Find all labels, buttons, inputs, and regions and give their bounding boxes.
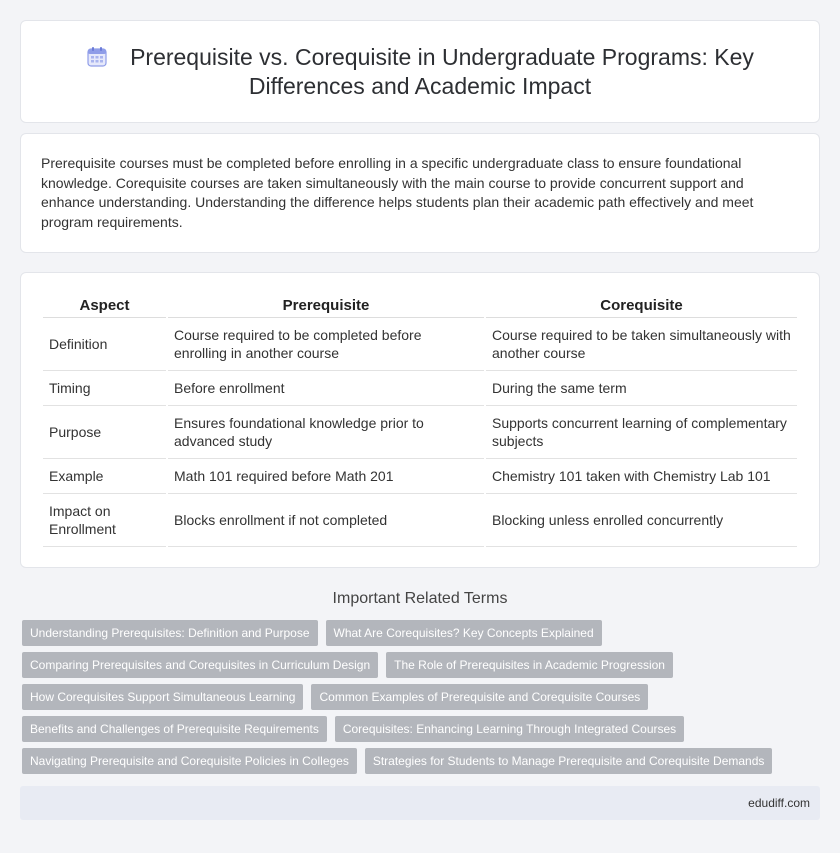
table-cell: Example bbox=[43, 459, 166, 494]
table-cell: Chemistry 101 taken with Chemistry Lab 101 bbox=[486, 459, 797, 494]
header-aspect: Aspect bbox=[43, 291, 166, 318]
table-cell: Blocking unless enrolled concurrently bbox=[486, 494, 797, 547]
page-title bbox=[61, 43, 779, 101]
header-corequisite: Corequisite bbox=[486, 291, 797, 318]
related-term-link[interactable]: How Corequisites Support Simultaneous Learning bbox=[22, 684, 303, 710]
related-terms-section bbox=[0, 590, 840, 774]
table-row bbox=[43, 318, 797, 371]
related-term-link[interactable]: Understanding Prerequisites: Definition and Purpose bbox=[22, 620, 318, 646]
intro-paragraph: Prerequisite courses must be completed before enrolling in a specific undergraduate class to ensure foundational knowledge. Corequisite courses are taken simultaneously with the main course to provide concurrent support and enhance understanding. Understanding the difference helps students plan their academic path effectively and meet program requirements. bbox=[41, 155, 754, 230]
table-row bbox=[43, 406, 797, 459]
table-cell: Before enrollment bbox=[168, 371, 484, 406]
related-term-link[interactable]: Corequisites: Enhancing Learning Through Integrated Courses bbox=[335, 716, 684, 742]
related-term-link[interactable]: Strategies for Students to Manage Prerequisite and Corequisite Demands bbox=[365, 748, 773, 774]
comparison-table-card bbox=[20, 272, 820, 568]
table-row bbox=[43, 459, 797, 494]
table-header-row bbox=[43, 291, 797, 318]
table-cell: Course required to be taken simultaneously with another course bbox=[486, 318, 797, 371]
title-card bbox=[20, 20, 820, 123]
table-cell: Timing bbox=[43, 371, 166, 406]
footer-site-name: edudiff.com bbox=[748, 796, 810, 810]
page-title-text: Prerequisite vs. Corequisite in Undergraduate Programs: Key Differences and Academic Impact bbox=[130, 43, 754, 99]
related-term-link[interactable]: Benefits and Challenges of Prerequisite Requirements bbox=[22, 716, 327, 742]
table-cell: Purpose bbox=[43, 406, 166, 459]
related-term-link[interactable]: Comparing Prerequisites and Corequisites in Curriculum Design bbox=[22, 652, 378, 678]
table-row bbox=[43, 371, 797, 406]
related-term-link[interactable]: Navigating Prerequisite and Corequisite Policies in Colleges bbox=[22, 748, 357, 774]
table-row bbox=[43, 494, 797, 547]
related-term-link[interactable]: The Role of Prerequisites in Academic Progression bbox=[386, 652, 673, 678]
related-terms-heading: Important Related Terms bbox=[332, 590, 508, 607]
table-cell: Ensures foundational knowledge prior to advanced study bbox=[168, 406, 484, 459]
related-terms-tags bbox=[0, 620, 840, 774]
table-cell: Course required to be completed before enrolling in another course bbox=[168, 318, 484, 371]
table-cell: Definition bbox=[43, 318, 166, 371]
table-cell: During the same term bbox=[486, 371, 797, 406]
intro-card bbox=[20, 133, 820, 253]
related-term-link[interactable]: What Are Corequisites? Key Concepts Explained bbox=[326, 620, 602, 646]
footer bbox=[20, 786, 820, 820]
header-prerequisite: Prerequisite bbox=[168, 291, 484, 318]
comparison-table bbox=[41, 291, 799, 547]
calendar-icon bbox=[86, 46, 108, 68]
table-cell: Supports concurrent learning of complementary subjects bbox=[486, 406, 797, 459]
table-cell: Impact on Enrollment bbox=[43, 494, 166, 547]
table-cell: Math 101 required before Math 201 bbox=[168, 459, 484, 494]
related-term-link[interactable]: Common Examples of Prerequisite and Corequisite Courses bbox=[311, 684, 648, 710]
table-cell: Blocks enrollment if not completed bbox=[168, 494, 484, 547]
